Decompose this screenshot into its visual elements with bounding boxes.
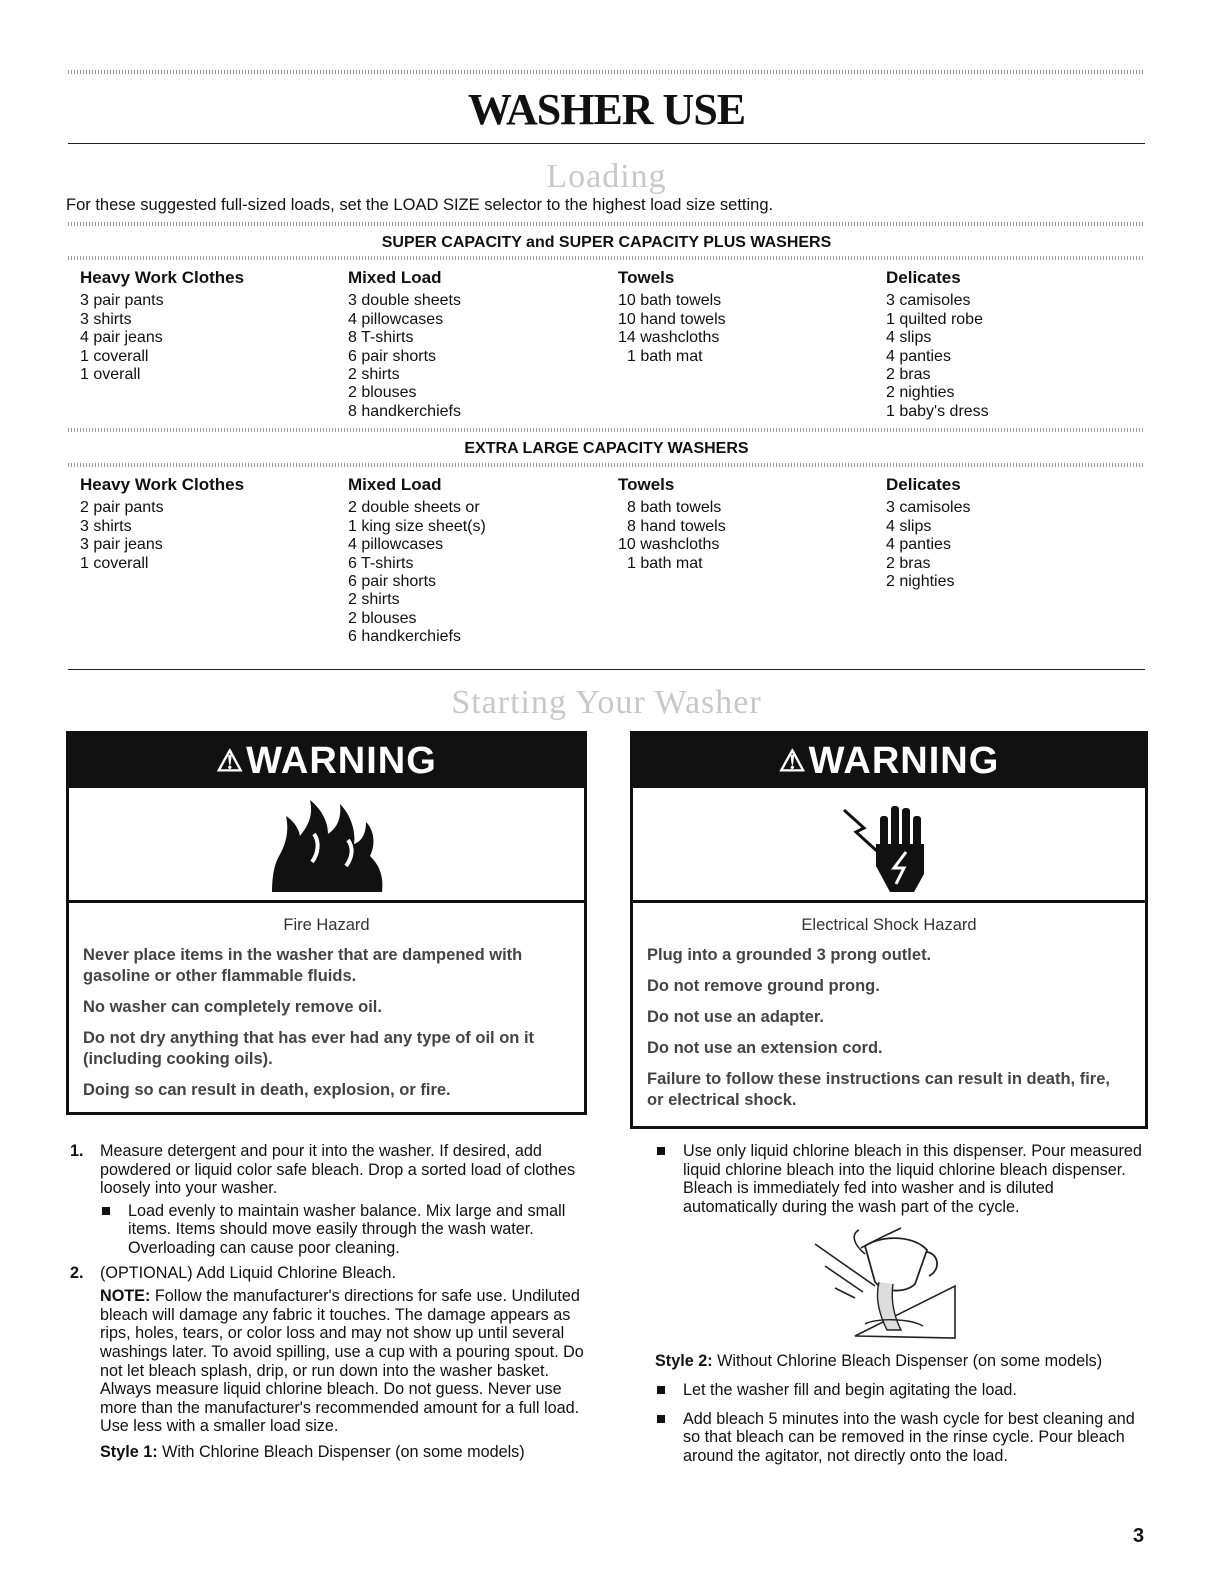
list-item: 2 shirts <box>348 591 400 609</box>
list-item: 10 hand towels <box>618 310 726 328</box>
bullet-text: Load evenly to maintain washer balance. Mix large and small items. Items should move easily through the wash water. Overloading can cause poor cleaning. <box>128 1201 566 1257</box>
warning-line: Doing so can result in death, explosion, or fire. <box>83 1081 451 1099</box>
list-item: 4 pair jeans <box>80 329 163 347</box>
list-item: 2 blouses <box>348 609 417 627</box>
warning-label: WARNING <box>808 739 1000 782</box>
bullet-item <box>655 1410 1145 1466</box>
top-dither-rule <box>68 70 1145 74</box>
list-item: 2 shirts <box>348 366 400 384</box>
column-heading: Towels <box>618 268 675 287</box>
list-item: 1 bath mat <box>627 347 703 365</box>
list-item: 6 handkerchiefs <box>348 628 461 646</box>
warning-line: Never place items in the washer that are dampened with gasoline or other flammable fluids. <box>83 946 523 985</box>
super-col-towels <box>618 269 726 366</box>
warning-triangle-icon: ⚠ <box>778 744 807 778</box>
style-2-text: Without Chlorine Bleach Dispenser (on some models) <box>712 1352 1103 1371</box>
list-item: 4 pillowcases <box>348 536 444 554</box>
step-number: 1. <box>70 1142 84 1160</box>
list-item: 8 T-shirts <box>348 329 414 347</box>
warning-line: Do not use an adapter. <box>647 1008 824 1026</box>
list-item: 4 slips <box>886 517 932 535</box>
electrical-shock-icon <box>834 794 944 894</box>
list-item: 14 washcloths <box>618 329 720 347</box>
bullet-text: Let the washer fill and begin agitating the load. <box>683 1380 1017 1399</box>
shock-image-panel <box>633 788 1145 903</box>
warning-line: Failure to follow these instructions can result in death, fire, or electrical shock. <box>647 1070 1110 1109</box>
super-col-mixed-load <box>348 269 461 421</box>
bullet-text: Use only liquid chlorine bleach in this dispenser. Pour measured liquid chlorine bleach into the liquid chlorine bleach dispenser. Bleach is immediately fed into washer and is diluted automatically during the wash part of the cycle. <box>683 1142 1142 1216</box>
list-item: 2 double sheets or <box>348 499 480 517</box>
list-item: 10 washcloths <box>618 536 720 554</box>
section-rule <box>68 669 1145 670</box>
note-text: Follow the manufacturer's directions for safe use. Undiluted bleach will damage any fabric it touches. The damage appears as rips, holes, tears, or color loss and may not show up until several washings later. To avoid spilling, use a cup with a pouring spout. Do not let bleach splash, drip, or run down into the washer basket. Always measure liquid chlorine bleach. Do not guess. Never use more than the manufacturer's recommended amount for a full load. Use less with a smaller load size. <box>100 1287 584 1436</box>
super-col-heavy-work <box>80 269 244 384</box>
list-item: 6 T-shirts <box>348 554 414 572</box>
extra-col-mixed-load <box>348 476 486 647</box>
step-text: Measure detergent and pour it into the washer. If desired, add powdered or liquid color safe bleach. Drop a sorted load of clothes loosely into your washer. <box>100 1142 576 1198</box>
list-item: 4 panties <box>886 347 951 365</box>
bullet-item <box>655 1142 1145 1216</box>
dispenser-illustration <box>805 1226 1145 1348</box>
warning-line: Plug into a grounded 3 prong outlet. <box>647 946 932 964</box>
instructions-right-column <box>655 1142 1145 1465</box>
starting-title: Starting Your Washer <box>451 684 762 721</box>
list-item: 1 king size sheet(s) <box>348 517 486 535</box>
super-capacity-heading: SUPER CAPACITY and SUPER CAPACITY PLUS WASHERS <box>381 234 832 251</box>
list-item: 2 bras <box>886 554 931 572</box>
list-item: 2 nighties <box>886 384 955 402</box>
extra-col-delicates <box>886 476 970 591</box>
style-1-label: Style 1: <box>100 1442 158 1461</box>
list-item: 4 panties <box>886 536 951 554</box>
bullet-text: Add bleach 5 minutes into the wash cycle for best cleaning and so that bleach can be removed in the rinse cycle. Pour bleach around the agitator, not directly onto the load. <box>683 1409 1135 1465</box>
fire-hazard-icon <box>262 794 392 894</box>
list-item: 3 camisoles <box>886 292 971 310</box>
super-bottom-dither <box>68 256 1145 260</box>
list-item: 6 pair shorts <box>348 347 437 365</box>
column-heading: Heavy Work Clothes <box>80 268 245 287</box>
style-2-paragraph <box>655 1352 1145 1371</box>
list-item: 4 pillowcases <box>348 310 444 328</box>
list-item: 6 pair shorts <box>348 573 437 591</box>
list-item: 1 coverall <box>80 554 149 572</box>
list-item: 3 pair jeans <box>80 536 163 554</box>
instructions-left-column <box>70 1142 590 1462</box>
shock-warning-box <box>630 731 1148 1129</box>
column-heading: Delicates <box>886 475 961 494</box>
list-item: 3 double sheets <box>348 292 461 310</box>
step-text: (OPTIONAL) Add Liquid Chlorine Bleach. <box>100 1263 397 1282</box>
list-item: 10 bath towels <box>618 292 722 310</box>
list-item: 1 quilted robe <box>886 310 983 328</box>
shock-warning-text <box>633 903 1145 1111</box>
list-item: 2 pair pants <box>80 499 164 517</box>
step-number: 2. <box>70 1263 84 1282</box>
step-2 <box>70 1263 590 1283</box>
list-item: 1 coverall <box>80 347 149 365</box>
extra-large-capacity-heading: EXTRA LARGE CAPACITY WASHERS <box>464 440 749 457</box>
hazard-title: Fire Hazard <box>283 916 370 934</box>
extra-col-towels <box>618 476 726 573</box>
bleach-dispenser-illustration <box>805 1226 965 1344</box>
column-heading: Heavy Work Clothes <box>80 475 245 494</box>
list-item: 3 camisoles <box>886 499 971 517</box>
note-paragraph <box>100 1287 590 1436</box>
bullet-item <box>100 1202 590 1258</box>
list-item: 3 pair pants <box>80 292 164 310</box>
list-item: 8 handkerchiefs <box>348 402 461 420</box>
list-item: 8 bath towels <box>627 499 722 517</box>
page-title: WASHER USE <box>467 85 746 134</box>
super-top-dither <box>68 222 1145 226</box>
style-1-text: With Chlorine Bleach Dispenser (on some models) <box>157 1442 525 1461</box>
super-col-delicates <box>886 269 989 421</box>
list-item: 2 bras <box>886 366 931 384</box>
fire-image-panel <box>69 788 584 903</box>
column-heading: Delicates <box>886 268 961 287</box>
title-rule <box>68 143 1145 144</box>
column-heading: Mixed Load <box>348 475 442 494</box>
style-2-label: Style 2: <box>655 1352 713 1371</box>
list-item: 3 shirts <box>80 517 132 535</box>
style-1-paragraph <box>100 1443 590 1462</box>
warning-header <box>633 734 1145 788</box>
column-heading: Towels <box>618 475 675 494</box>
page-number: 3 <box>1133 1525 1145 1547</box>
list-item: 2 blouses <box>348 384 417 402</box>
bullet-item <box>655 1381 1145 1400</box>
list-item: 1 baby's dress <box>886 402 989 420</box>
warning-header <box>69 734 584 788</box>
loading-intro: For these suggested full-sized loads, set the LOAD SIZE selector to the highest load size setting. <box>66 196 774 214</box>
note-label: NOTE: <box>100 1287 151 1306</box>
list-item: 3 shirts <box>80 310 132 328</box>
column-heading: Mixed Load <box>348 268 442 287</box>
warning-line: Do not use an extension cord. <box>647 1039 883 1057</box>
list-item: 4 slips <box>886 329 932 347</box>
extra-col-heavy-work <box>80 476 244 573</box>
step-1 <box>70 1142 590 1198</box>
list-item: 1 bath mat <box>627 554 703 572</box>
list-item: 2 nighties <box>886 573 955 591</box>
warning-line: Do not dry anything that has ever had any type of oil on it (including cooking oils). <box>83 1029 535 1068</box>
fire-warning-text <box>69 903 584 1101</box>
warning-line: No washer can completely remove oil. <box>83 998 382 1016</box>
warning-triangle-icon: ⚠ <box>216 744 245 778</box>
extra-top-dither <box>68 428 1145 432</box>
warning-line: Do not remove ground prong. <box>647 977 880 995</box>
list-item: 8 hand towels <box>627 517 726 535</box>
extra-bottom-dither <box>68 463 1145 467</box>
warning-label: WARNING <box>246 739 437 782</box>
list-item: 1 overall <box>80 366 141 384</box>
loading-title: Loading <box>546 158 667 195</box>
hazard-title: Electrical Shock Hazard <box>801 916 977 934</box>
fire-warning-box <box>66 731 587 1115</box>
